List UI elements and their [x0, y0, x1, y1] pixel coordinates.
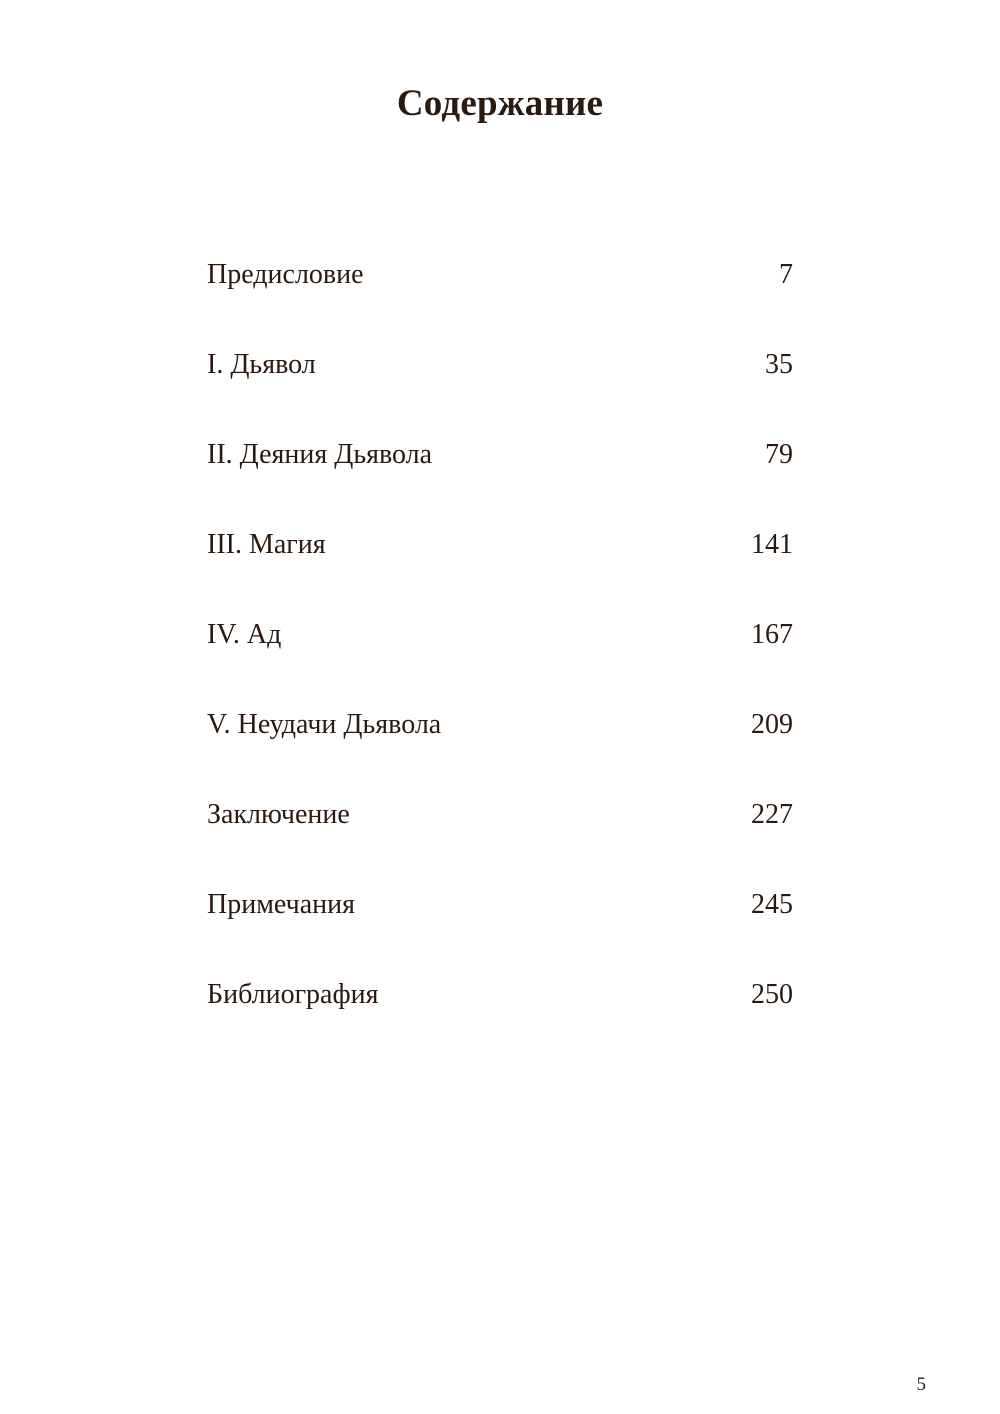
toc-entry-preface[interactable]	[207, 252, 793, 342]
toc-entry-page: 79	[765, 439, 793, 470]
toc-entry-page: 250	[751, 979, 793, 1010]
toc-entry-page: 7	[779, 259, 793, 290]
page-number: 5	[916, 1374, 926, 1395]
toc-entry-title: IV. Ад	[207, 619, 282, 650]
toc-entry-title: Библиография	[207, 979, 379, 1010]
toc-entry-title: III. Магия	[207, 529, 326, 560]
toc-entry-page: 245	[751, 889, 793, 920]
toc-entry-bibliography[interactable]	[207, 972, 793, 1062]
toc-entry-notes[interactable]	[207, 882, 793, 972]
toc-entry-chapter-2[interactable]	[207, 432, 793, 522]
toc-entry-page: 141	[751, 529, 793, 560]
toc-entry-chapter-3[interactable]	[207, 522, 793, 612]
toc-entry-page: 35	[765, 349, 793, 380]
toc-entry-conclusion[interactable]	[207, 792, 793, 882]
toc-entry-chapter-5[interactable]	[207, 702, 793, 792]
page-title: Содержание	[396, 83, 604, 124]
toc-entry-title: Примечания	[207, 889, 356, 920]
toc-entry-title: I. Дьявол	[207, 349, 316, 380]
toc-entry-page: 227	[751, 799, 793, 830]
toc-entry-chapter-4[interactable]	[207, 612, 793, 702]
toc-entry-page: 167	[751, 619, 793, 650]
toc-entry-chapter-1[interactable]	[207, 342, 793, 432]
toc-entry-title: II. Деяния Дьявола	[207, 439, 433, 470]
toc-entry-title: V. Неудачи Дьявола	[207, 709, 442, 740]
table-of-contents	[207, 252, 793, 1062]
toc-entry-page: 209	[751, 709, 793, 740]
toc-entry-title: Заключение	[207, 799, 350, 830]
toc-entry-title: Предисловие	[207, 259, 364, 290]
